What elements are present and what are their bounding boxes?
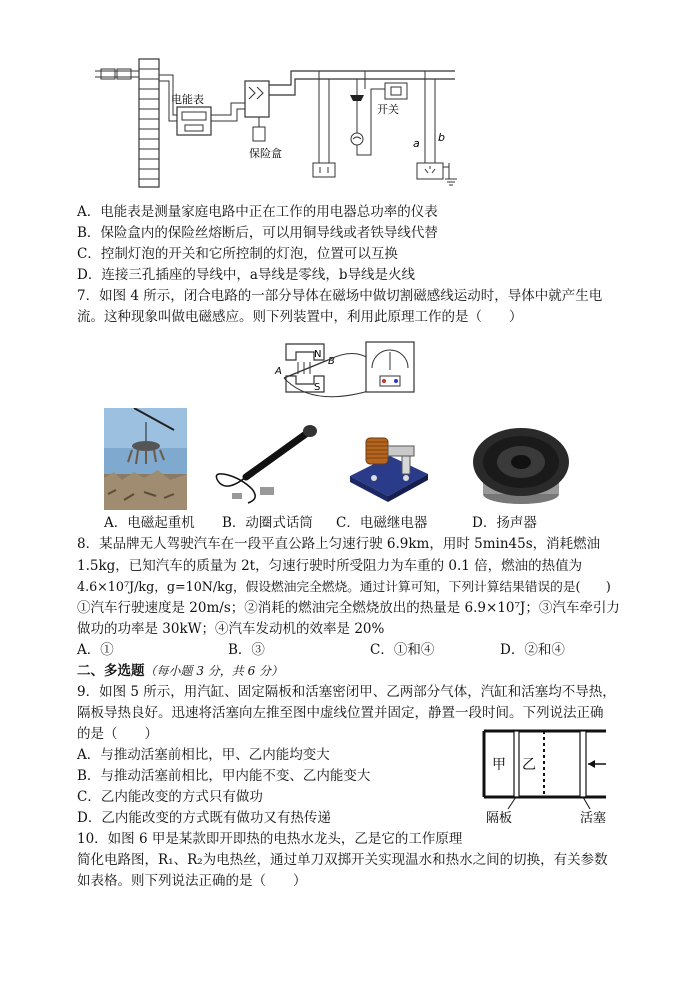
conductor-b-label: B	[328, 356, 335, 367]
q8-stem-line4: ①汽车行驶速度是 20m/s；②消耗的燃油完全燃烧放出的热量是 6.9×10⁷J；③汽车牵引力	[77, 600, 620, 616]
magnet-s-label: S	[314, 382, 321, 393]
wire-b-label: b	[438, 131, 445, 144]
q9-option-c[interactable]: C．乙内能改变的方式只有做功	[77, 789, 263, 805]
moving-coil-microphone-image	[210, 425, 320, 510]
switch-label: 开关	[377, 103, 399, 116]
fuse-label: 保险盒	[249, 147, 282, 160]
q8-stem-line2: 1.5kg，已知汽车的质量为 2t，匀速行驶时所受阻力为车重的 0.1 倍，燃油的热值为	[77, 558, 583, 574]
partition-label: 隔板	[486, 811, 513, 825]
ground-icon	[443, 163, 457, 185]
wire-a-label: a	[413, 137, 420, 150]
q8-option-b[interactable]: B．③	[228, 642, 265, 658]
q7-option-c[interactable]: C．电磁继电器	[336, 515, 428, 531]
q8-option-a[interactable]: A．①	[77, 642, 114, 658]
brick-wall	[139, 59, 159, 187]
meter-label: 电能表	[171, 93, 204, 106]
q7-stem-line1: 7．如图 4 所示，闭合电路的一部分导体在磁场中做切割磁感线运动时，导体中就产生电	[77, 288, 603, 304]
q10-stem-line1: 10．如图 6 甲是某款即开即热的电热水龙头，乙是它的工作原理	[77, 831, 463, 847]
q6-option-b[interactable]: B．保险盒内的保险丝熔断后，可以用铜导线或者铁导线代替	[77, 225, 438, 241]
loudspeaker-image	[466, 420, 576, 510]
q8-option-d[interactable]: D．②和④	[500, 642, 565, 658]
q9-option-d[interactable]: D．乙内能改变的方式既有做功又有热传递	[77, 810, 331, 826]
q9-stem-line3: 的是（ ）	[77, 726, 158, 742]
wall-switch-icon	[385, 83, 407, 99]
q9-stem-line1: 9．如图 5 所示，用汽缸、固定隔板和活塞密闭甲、乙两部分气体，汽缸和活塞均不导热，	[77, 684, 616, 700]
section-heading	[77, 661, 283, 681]
q9-option-a[interactable]: A．与推动活塞前相比，甲、乙内能均变大	[77, 747, 330, 763]
q6-option-c[interactable]: C．控制灯泡的开关和它所控制的灯泡，位置可以互换	[77, 246, 398, 262]
q7-option-d[interactable]: D．扬声器	[472, 515, 537, 531]
partition-icon	[514, 731, 519, 797]
fuse-box-icon	[245, 81, 269, 141]
electromagnetic-induction-figure	[272, 338, 422, 408]
q8-option-c[interactable]: C．①和④	[370, 642, 435, 658]
section-note: （每小题 3 分，共 6 分）	[144, 664, 284, 678]
household-circuit-figure	[95, 55, 465, 190]
q8-stem-line1: 8．某品牌无人驾驶汽车在一段平直公路上匀速行驶 6.9km，用时 5min45s，消耗燃油	[77, 536, 601, 552]
piston-label: 活塞	[580, 811, 607, 825]
piston-icon	[580, 731, 586, 797]
q6-option-d[interactable]: D．连接三孔插座的导线中，a导线是零线，b导线是火线	[77, 267, 416, 283]
lamp-icon	[350, 95, 364, 145]
gas-yi-label: 乙	[522, 757, 536, 773]
electromagnetic-relay-image	[344, 420, 432, 508]
gas-jia-label: 甲	[492, 757, 506, 773]
q9-stem-line2: 隔板导热良好。迅速将活塞向左推至图中虚线位置并固定，静置一段时间。下列说法正确	[77, 705, 604, 721]
insulator-icon	[95, 69, 139, 79]
q7-option-b[interactable]: B．动圈式话筒	[222, 515, 313, 531]
electromagnetic-crane-image	[104, 408, 187, 510]
q9-option-b[interactable]: B．与推动活塞前相比，甲内能不变、乙内能变大	[77, 768, 371, 784]
q10-stem-line2: 简化电路图，R₁、R₂为电热丝，通过单刀双掷开关实现温水和热水之间的切换，有关参数	[77, 852, 608, 868]
magnet-n-label: N	[314, 349, 322, 360]
cylinder-piston-figure	[480, 725, 610, 825]
q8-stem-line5: 做功的功率是 30kW；④汽车发动机的效率是 20%	[77, 621, 385, 637]
q8-stem-line3: 4.6×10⁷J/kg，g=10N/kg，假设燃油完全燃烧。通过计算可知，下列计算结果错误的是( )	[77, 579, 611, 594]
three-hole-socket-icon	[417, 163, 443, 179]
q6-option-a[interactable]: A．电能表是测量家庭电路中正在工作的用电器总功率的仪表	[77, 204, 438, 220]
q10-stem-line3: 如表格。则下列说法正确的是（ ）	[77, 873, 307, 889]
two-hole-socket-icon	[313, 163, 335, 177]
conductor-a-label: A	[275, 366, 282, 377]
energy-meter-icon	[177, 107, 211, 135]
q7-option-a[interactable]: A．电磁起重机	[104, 515, 195, 531]
galvanometer-icon	[366, 342, 414, 392]
section-title: 二、多选题	[77, 663, 145, 679]
q7-stem-line2: 流。这种现象叫做电磁感应。则下列装置中，利用此原理工作的是（ ）	[77, 309, 523, 325]
